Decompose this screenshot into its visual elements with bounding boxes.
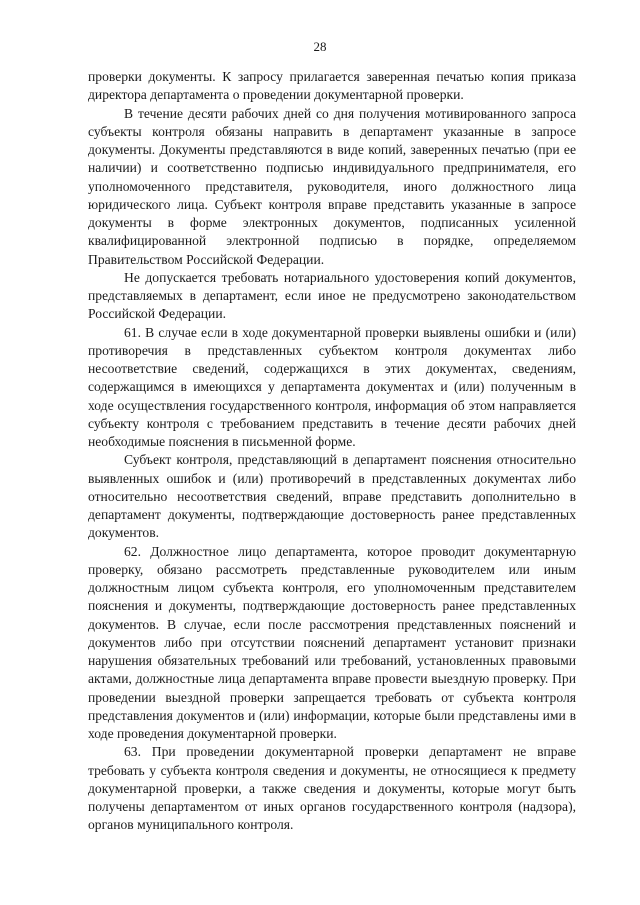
paragraph-notarization: Не допускается требовать нотариального удостоверения копий документов, представляемых в департамент, если иное не предусмотрено законодательством Российской Федерации. [88,269,576,322]
document-body [88,68,576,835]
paragraph-explanations: Субъект контроля, представляющий в департамент пояснения относительно выявленных ошибок и (или) противоречий в представленных документах либо относительно несоответствия сведений, вправе представить дополнительно в департамент документы, подтверждающие достоверность ранее представленных документов. [88,452,576,541]
paragraph-item-63: 63. При проведении документарной проверки департамент не вправе требовать у субъекта контроля сведения и документы, не относящиеся к предмету документарной проверки, а также сведения и документы, которые могут быть получены департаментом от иных органов государственного контроля (надзора), органов муниципального контроля. [88,744,576,833]
paragraph-item-61: 61. В случае если в ходе документарной проверки выявлены ошибки и (или) противоречия в представленных субъектом контроля документах либо несоответствие сведений, содержащихся в этих документах, сведениям, содержащимся в имеющихся у департамента документах и (или) полученным в ходе осуществления государственного контроля, информация об этом направляется субъекту контроля с требованием представить в течение десяти рабочих дней необходимые пояснения в письменной форме. [88,324,576,449]
paragraph-submission-deadline: В течение десяти рабочих дней со дня получения мотивированного запроса субъекты контроля обязаны направить в департамент указанные в запросе документы. Документы представляются в виде копий, заверенных печатью (при ее наличии) и соответственно подписью индивидуального предпринимателя, его уполномоченного представителя, руководителя, иного должностного лица юридического лица. Субъект контроля вправе представить указанные в запросе документы в форме электронных документов, подписанных усиленной квалифицированной электронной подписью в порядке, определяемом Правительством Российской Федерации. [88,105,576,267]
paragraph-continuation: проверки документы. К запросу прилагается заверенная печатью копия приказа директора департамента о проведении документарной проверки. [88,69,576,103]
paragraph-item-62: 62. Должностное лицо департамента, которое проводит документарную проверку, обязано рассмотреть представленные руководителем или иным должностным лицом субъекта контроля, его уполномоченным представителем пояснения и документы, подтверждающие достоверность ранее представленных документов. В случае, если после рассмотрения представленных пояснений и документов либо при отсутствии пояснений департамент установит признаки нарушения обязательных требований или требований, установленных правовыми актами, должностные лица департамента вправе провести выездную проверку. При проведении выездной проверки запрещается требовать от субъекта контроля представления документов и (или) информации, которые были представлены ими в ходе проведения документарной проверки. [88,543,576,741]
page-number: 28 [313,39,327,54]
